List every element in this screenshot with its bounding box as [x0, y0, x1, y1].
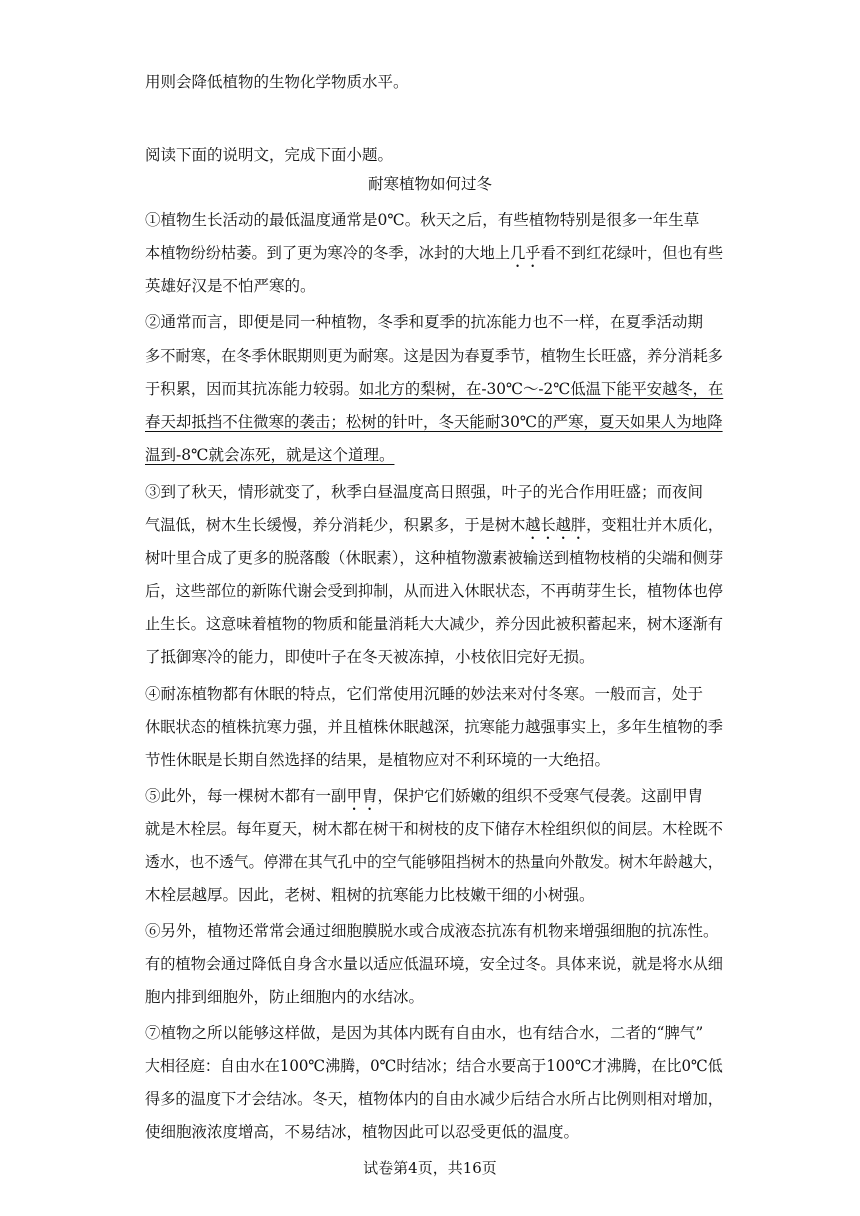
paragraph-line: 休眠状态的植株抗寒力强，并且植株休眠越深，抗寒能力越强事实上，多年生植物的季 — [145, 718, 724, 736]
paragraph-line: 就是木栓层。每年夏天，树木都在树干和树枝的皮下储存木栓组织似的间层。木栓既不 — [145, 820, 724, 838]
paragraph-line: ①植物生长活动的最低温度通常是0℃。秋天之后，有些植物特别是很多一年生草 — [145, 211, 700, 229]
paragraph-line: 得多的温度下才会结冰。冬天，植物体内的自由水减少后结合水所占比例则相对增加， — [145, 1090, 724, 1108]
paragraph-line: 多不耐寒，在冬季休眠期则更为耐寒。这是因为春夏季节，植物生长旺盛，养分消耗多 — [145, 347, 724, 365]
paragraph-line: 胞内排到细胞外，防止细胞内的水结冰。 — [145, 988, 425, 1006]
paragraph-line — [145, 243, 723, 271]
paragraph-line: ②通常而言，即便是同一种植物，冬季和夏季的抗冻能力也不一样，在夏季活动期 — [145, 313, 704, 331]
paragraph-line: 英雄好汉是不怕严寒的。 — [145, 277, 316, 295]
text-span: 于积累，因而其抗冻能力较弱。 — [145, 380, 360, 398]
text-span: ，保护它们娇嫩的组织不受寒气侵袭。这副甲胄 — [377, 787, 704, 805]
text-span: ，变粗壮并木质化， — [586, 516, 724, 534]
paragraph-line — [145, 445, 394, 465]
paragraph-line — [145, 786, 703, 814]
paragraph-line: ③到了秋天，情形就变了，秋季白昼温度高日照强，叶子的光合作用旺盛；而夜间 — [145, 483, 704, 501]
paragraph-line: ⑥另外，植物还常常会通过细胞膜脱水或合成液态抗冻有机物来增强细胞的抗冻性。 — [145, 922, 719, 940]
text-span: 看不到红花绿叶，但也有些 — [540, 244, 724, 262]
paragraph-line: ④耐冻植物都有休眠的特点，它们常使用沉睡的妙法来对付冬寒。一般而言，处于 — [145, 685, 704, 703]
paragraph-line: 树叶里合成了更多的脱落酸（休眠素），这种植物激素被输送到植物枝梢的尖端和侧芽 — [145, 549, 724, 567]
paragraph-line: 止生长。这意味着植物的物质和能量消耗大大减少，养分因此被积蓄起来，树木逐渐有 — [145, 615, 724, 633]
previous-passage-ending: 用则会降低植物的生物化学物质水平。 — [145, 73, 409, 91]
paragraph-line: 后，这些部位的新陈代谢会受到抑制，从而进入休眠状态，不再萌芽生长，植物体也停 — [145, 582, 724, 600]
text-span: 气温低，树木生长缓慢，养分消耗少，积累多，于是树木 — [145, 516, 526, 534]
paragraph-line: 节性休眠是长期自然选择的结果，是植物应对不利环境的一大绝招。 — [145, 751, 611, 769]
emphasized-word: 几乎 — [510, 244, 541, 262]
paragraph-line: 透水，也不透气。停滞在其气孔中的空气能够阻挡树木的热量向外散发。树木年龄越大， — [145, 853, 723, 871]
paragraph-line — [145, 412, 723, 432]
paragraph-line: ⑦植物之所以能够这样做，是因为其体内既有自由水，也有结合水，二者的“脾气” — [145, 1024, 704, 1042]
emphasized-word: 越长越胖 — [525, 516, 587, 534]
page-footer: 试卷第4页，共16页 — [363, 1159, 497, 1177]
paragraph-line: 了抵御寒冷的能力，即使叶子在冬天被冻掉，小枝依旧完好无损。 — [145, 648, 595, 666]
paragraph-line — [145, 515, 723, 543]
paragraph-line — [145, 379, 723, 399]
reading-instruction: 阅读下面的说明文，完成下面小题。 — [145, 146, 394, 164]
article-title: 耐寒植物如何过冬 — [367, 175, 492, 193]
paragraph-line: 使细胞液浓度增高，不易结冰，植物因此可以忍受更低的温度。 — [145, 1123, 580, 1141]
text-span: ⑤此外，每一棵树木都有一副 — [145, 787, 347, 805]
paragraph-line: 木栓层越厚。因此，老树、粗树的抗寒能力比枝嫩干细的小树强。 — [145, 886, 595, 904]
paragraph-line: 有的植物会通过降低自身含水量以适应低温环境，安全过冬。具体来说，就是将水从细 — [145, 955, 724, 973]
emphasized-word: 甲胄 — [346, 787, 378, 805]
underlined-sentence: 春天却抵挡不住微寒的袭击；松树的针叶，冬天能耐30℃的严寒，夏天如果人为地降 — [145, 413, 723, 431]
paragraph-line: 大相径庭：自由水在100℃沸腾，0℃时结冰；结合水要高于100℃才沸腾，在比0℃低 — [145, 1057, 723, 1075]
text-span: 本植物纷纷枯萎。到了更为寒冷的冬季，冰封的大地上 — [145, 244, 511, 262]
underlined-sentence: 如北方的梨树，在-30℃～-2℃低温下能平安越冬，在 — [359, 380, 724, 398]
underlined-sentence: 温到-8℃就会冻死，就是这个道理。 — [145, 446, 395, 464]
